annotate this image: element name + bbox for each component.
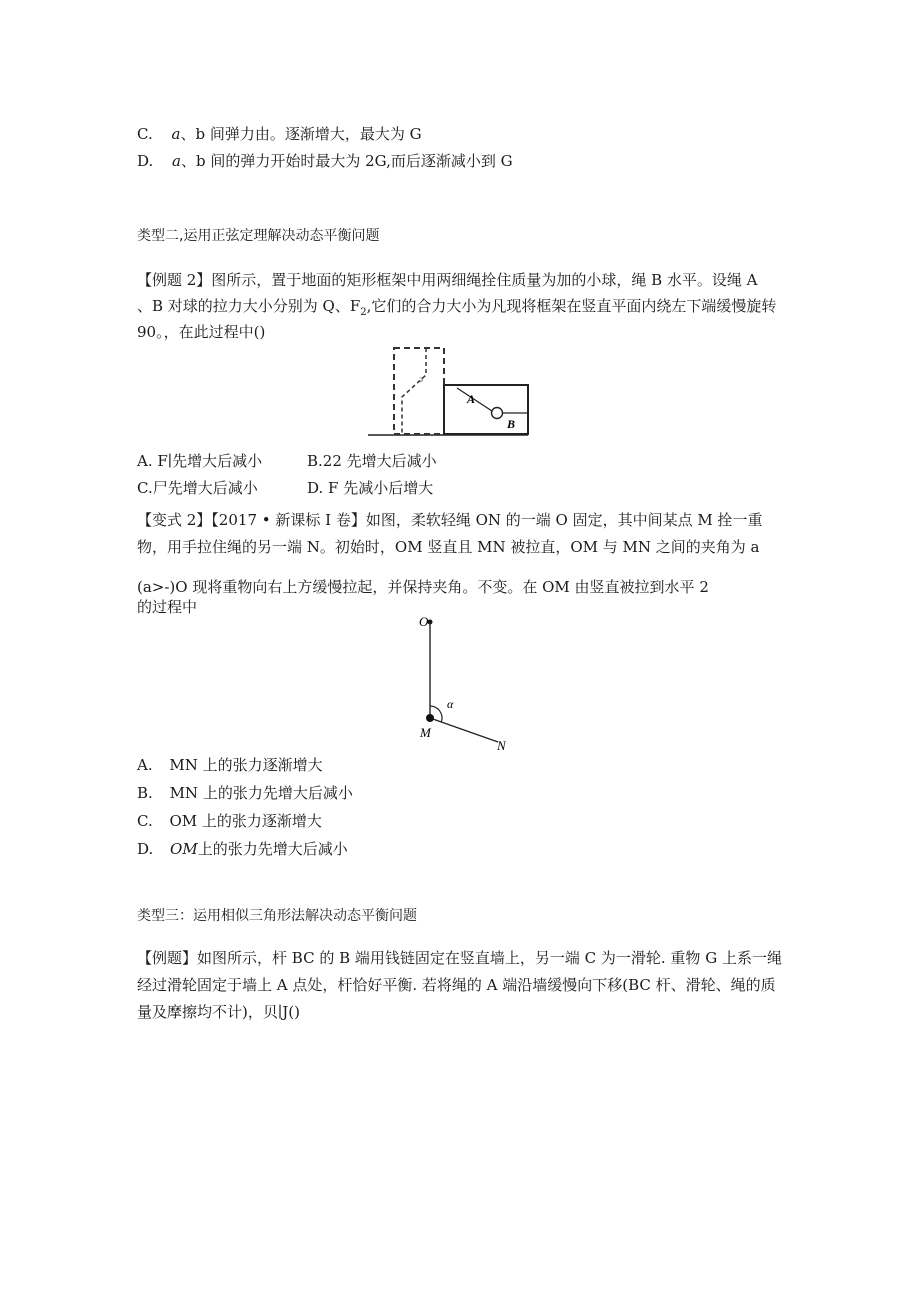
section-heading-type3: 类型三：运用相似三角形法解决动态平衡问题 <box>137 908 417 924</box>
variant2-option-a <box>137 755 323 775</box>
example2-line2-post: ,它们的合力大小为凡现将框架在竖直平面内绕左下端缓慢旋转 <box>366 297 777 315</box>
option-label: B. <box>137 784 153 802</box>
option-label: C. <box>137 125 153 143</box>
variant2-option-c <box>137 811 322 831</box>
frame-rect <box>444 385 528 434</box>
example3-line1: 【例题】如图所示，杆 BC 的 B 端用钱链固定在竖直墙上，另一端 C 为一滑轮. 重物 G 上系一绳 <box>137 949 782 967</box>
variant2-line1: 【变式 2】【2017 • 新课标 I 卷】如图，柔软轻绳 ON 的一端 O 固定，其中间某点 M 拴一重 <box>137 511 763 529</box>
ball <box>492 408 503 419</box>
example2-line3: 90。，在此过程中() <box>137 323 266 341</box>
label-o: O <box>419 614 429 629</box>
rope-a <box>457 388 495 413</box>
example3-line3: 量及摩擦均不计)，贝∣J() <box>137 1003 300 1021</box>
option-label: C. <box>137 812 153 830</box>
option-text: 上的张力先增大后减小 <box>197 840 348 858</box>
rotated-frame-dashed <box>394 348 444 434</box>
small-label: ɔ <box>419 374 423 384</box>
option-text: 、b 间的弹力开始时最大为 2G,而后逐渐减小到 G <box>181 152 513 170</box>
example2-option-b: B.22 先增大后减小 <box>307 452 437 470</box>
option-var: OM <box>170 840 198 858</box>
label-a: A <box>467 392 476 406</box>
variant2-line3: (a>-)O 现将重物向右上方缓慢拉起，并保持夹角。不变。在 OM 由竖直被拉到水平 2 <box>137 578 709 596</box>
example2-line2-pre: 、B 对球的拉力大小分别为 Q、F <box>137 297 361 315</box>
variant2-line2: 物，用手拉住绳的另一端 N。初始时，OM 竖直且 MN 被拉直，OM 与 MN 之间的夹角为 a <box>137 538 760 556</box>
option-c-prev <box>137 124 422 144</box>
option-label: D. <box>137 152 154 170</box>
label-m: M <box>420 725 431 740</box>
label-n: N <box>497 738 506 752</box>
dashed-rope <box>402 348 426 434</box>
option-var: a <box>171 125 181 143</box>
example2-option-c: C.尸先增大后减小 <box>137 479 258 497</box>
rope-figure <box>410 612 520 752</box>
example2-option-d: D. F 先减小后增大 <box>307 479 434 497</box>
option-label: D. <box>137 840 154 858</box>
example2-line1: 【例题 2】图所示，置于地面的矩形框架中用两细绳拴住质量为加的小球，绳 B 水平。设绳 A <box>137 271 758 289</box>
example2-line2-sub: 2 <box>360 307 367 318</box>
label-alpha: α <box>447 697 454 711</box>
option-text: MN 上的张力逐渐增大 <box>169 756 323 774</box>
rope-mn <box>430 718 498 742</box>
example3-line2: 经过滑轮固定于墙上 A 点处，杆恰好平衡. 若将绳的 A 端沿墙缓慢向下移(BC 杆、滑轮、绳的质 <box>137 976 776 994</box>
variant2-option-b <box>137 783 353 803</box>
example2-line2 <box>137 296 776 323</box>
frame-figure <box>366 345 530 438</box>
point-m <box>426 714 434 722</box>
section-heading-type2: 类型二,运用正弦定理解决动态平衡问题 <box>137 228 380 244</box>
option-d-prev <box>137 151 513 171</box>
label-b: B <box>507 417 516 431</box>
example2-option-a: A. F∣先增大后减小 <box>137 452 263 470</box>
option-text: OM 上的张力逐渐增大 <box>169 812 322 830</box>
option-label: A. <box>137 756 153 774</box>
option-text: MN 上的张力先增大后减小 <box>169 784 353 802</box>
variant2-option-d <box>137 839 348 859</box>
variant2-line4: 的过程中 <box>137 598 198 616</box>
option-text: 、b 间弹力由。逐渐增大，最大为 G <box>180 125 422 143</box>
option-var: a <box>172 152 181 170</box>
